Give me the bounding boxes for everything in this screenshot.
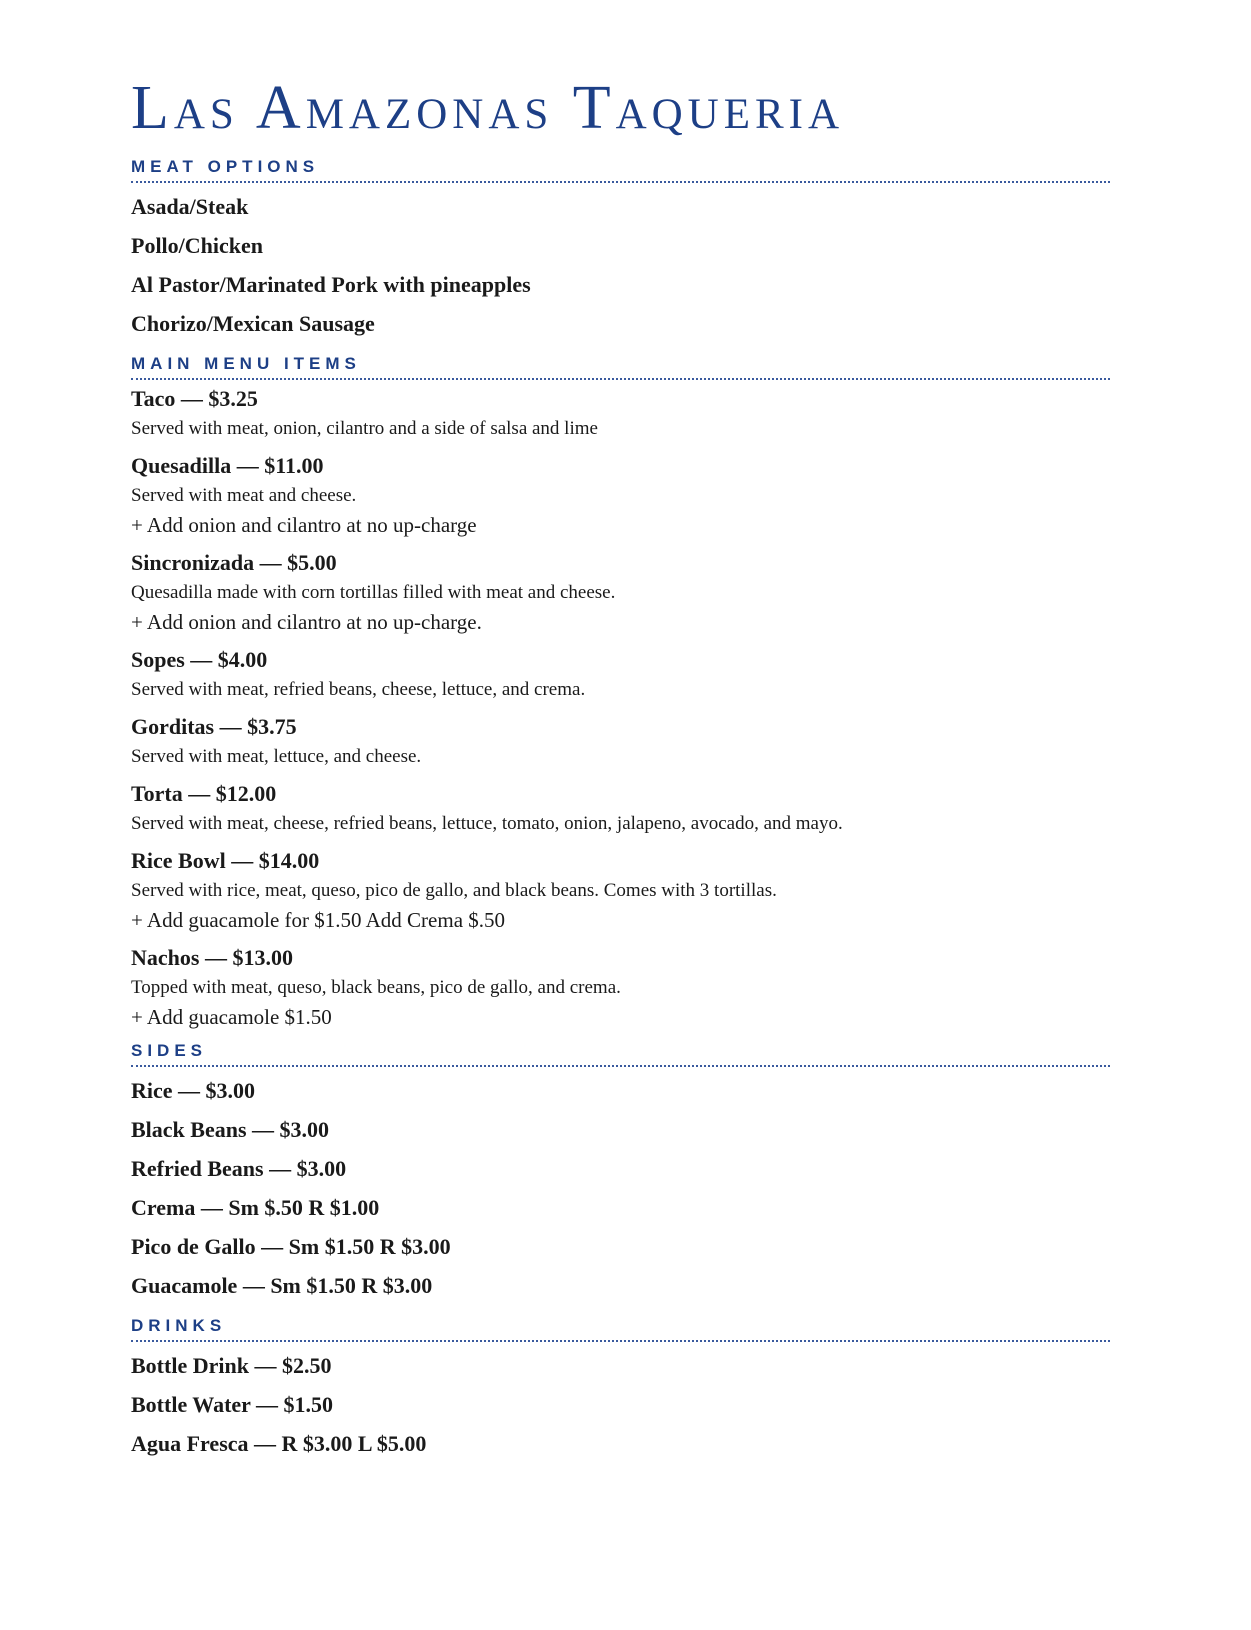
- menu-item-name: Sincronizada — $5.00: [131, 550, 337, 575]
- menu-item-rice-bowl: [131, 846, 1110, 935]
- side-item: Refried Beans — $3.00: [131, 1156, 347, 1181]
- meat-option: Al Pastor/Marinated Pork with pineapples: [131, 272, 531, 297]
- menu-item-name: Torta — $12.00: [131, 781, 277, 806]
- menu-item-description: Served with meat, onion, cilantro and a side of salsa and lime: [131, 418, 598, 439]
- menu-item-addon: + Add onion and cilantro at no up-charge.: [131, 610, 482, 634]
- section-header-drinks: DRINKS: [131, 1315, 1110, 1342]
- section-header-meat-options: MEAT OPTIONS: [131, 156, 1110, 183]
- drink-item: Bottle Water — $1.50: [131, 1392, 334, 1417]
- meat-option: Asada/Steak: [131, 194, 249, 219]
- side-item: Guacamole — Sm $1.50 R $3.00: [131, 1273, 433, 1298]
- menu-item-description: Served with meat, cheese, refried beans, lettuce, tomato, onion, jalapeno, avocado, and mayo.: [131, 813, 843, 834]
- drink-item: Bottle Drink — $2.50: [131, 1353, 332, 1378]
- menu-item-sincronizada: [131, 548, 1110, 637]
- menu-item-name: Sopes — $4.00: [131, 647, 268, 672]
- sides-section: [131, 1040, 1110, 1305]
- menu-item-name: Taco — $3.25: [131, 386, 258, 411]
- menu-item-addon: + Add guacamole for $1.50 Add Crema $.50: [131, 908, 506, 932]
- section-header-main-menu: MAIN MENU ITEMS: [131, 353, 1110, 380]
- menu-item-gorditas: [131, 712, 1110, 771]
- menu-item-addon: + Add guacamole $1.50: [131, 1005, 332, 1029]
- menu-item-description: Quesadilla made with corn tortillas filled with meat and cheese.: [131, 582, 616, 603]
- drinks-section: [131, 1315, 1110, 1463]
- main-menu-section: [131, 353, 1110, 1032]
- side-item: Crema — Sm $.50 R $1.00: [131, 1195, 380, 1220]
- menu-item-description: Topped with meat, queso, black beans, pico de gallo, and crema.: [131, 977, 621, 998]
- meat-options-section: [131, 156, 1110, 343]
- menu-item-description: Served with meat, lettuce, and cheese.: [131, 746, 422, 767]
- menu-item-torta: [131, 779, 1110, 838]
- menu-item-name: Nachos — $13.00: [131, 945, 293, 970]
- section-header-sides: SIDES: [131, 1040, 1110, 1067]
- menu-item-description: Served with meat and cheese.: [131, 485, 357, 506]
- menu-item-name: Gorditas — $3.75: [131, 714, 297, 739]
- menu-item-sopes: [131, 645, 1110, 704]
- side-item: Pico de Gallo — Sm $1.50 R $3.00: [131, 1234, 451, 1259]
- menu-item-taco: [131, 384, 1110, 443]
- menu-item-addon: + Add onion and cilantro at no up-charge: [131, 513, 477, 537]
- side-item: Rice — $3.00: [131, 1078, 256, 1103]
- menu-item-description: Served with meat, refried beans, cheese, lettuce, and crema.: [131, 679, 586, 700]
- menu-page: [131, 72, 1110, 1463]
- side-item: Black Beans — $3.00: [131, 1117, 330, 1142]
- page-title: Las Amazonas Taqueria: [131, 74, 845, 142]
- menu-item-name: Rice Bowl — $14.00: [131, 848, 320, 873]
- menu-item-nachos: [131, 943, 1110, 1032]
- meat-option: Chorizo/Mexican Sausage: [131, 311, 375, 336]
- menu-item-quesadilla: [131, 451, 1110, 540]
- menu-item-description: Served with rice, meat, queso, pico de gallo, and black beans. Comes with 3 tortillas.: [131, 880, 777, 901]
- menu-item-name: Quesadilla — $11.00: [131, 453, 324, 478]
- drink-item: Agua Fresca — R $3.00 L $5.00: [131, 1431, 427, 1456]
- meat-option: Pollo/Chicken: [131, 233, 264, 258]
